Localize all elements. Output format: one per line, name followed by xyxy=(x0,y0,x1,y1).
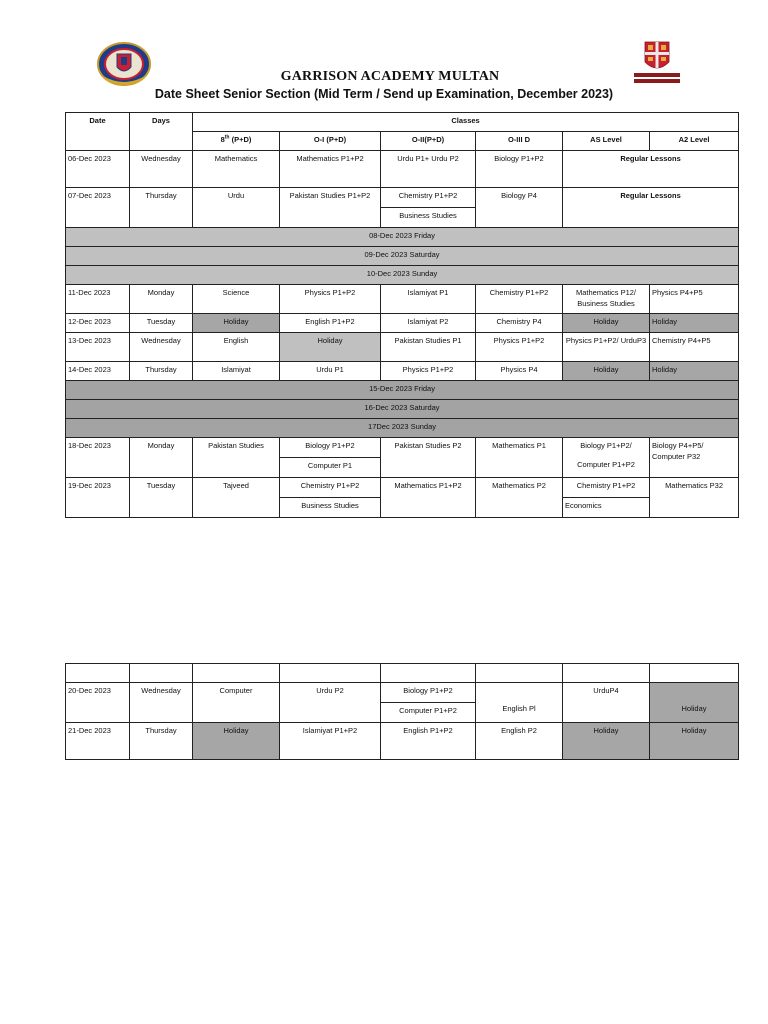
weekend-bar: 10-Dec 2023 Sunday xyxy=(66,266,739,285)
day-cell: Monday xyxy=(130,438,193,478)
date-cell: 21-Dec 2023 xyxy=(66,723,130,760)
class-8-cell: Mathematics xyxy=(193,151,280,188)
day-cell: Thursday xyxy=(130,723,193,760)
o2-cell: Pakistan Studies P2 xyxy=(381,438,476,478)
o2-split-cell xyxy=(381,188,476,228)
weekend-bar: 17Dec 2023 Sunday xyxy=(66,419,739,438)
o1-subject: Chemistry P1+P2 xyxy=(300,481,360,490)
o2-cell: Physics P1+P2 xyxy=(381,362,476,381)
header-o1: O-I (P+D) xyxy=(280,132,381,151)
date-cell: 18-Dec 2023 xyxy=(66,438,130,478)
a2-cell: Holiday xyxy=(650,723,739,760)
as-cell: UrduP4 xyxy=(563,683,650,723)
o1-cell: Urdu P2 xyxy=(280,683,381,723)
header-o2: O-II(P+D) xyxy=(381,132,476,151)
class-8-cell: Islamiyat xyxy=(193,362,280,381)
header-as-level: AS Level xyxy=(563,132,650,151)
o2-cell: Islamiyat P2 xyxy=(381,314,476,333)
a2-cell: Mathematics P32 xyxy=(650,478,739,518)
table-row xyxy=(66,723,739,760)
o2-cell: English P1+P2 xyxy=(381,723,476,760)
weekend-bar: 09-Dec 2023 Saturday xyxy=(66,247,739,266)
o1-split-cell xyxy=(280,478,381,518)
table-row xyxy=(66,438,739,478)
as-subject: Chemistry P1+P2 xyxy=(576,481,636,490)
o3-cell: Chemistry P4 xyxy=(476,314,563,333)
a2-cell: Holiday xyxy=(650,314,739,333)
a2-cell: Biology P4+P5/ Computer P32 xyxy=(650,438,739,478)
date-cell: 19-Dec 2023 xyxy=(66,478,130,518)
table-row xyxy=(66,478,739,518)
as-cell: Holiday xyxy=(563,362,650,381)
o3-cell: Physics P4 xyxy=(476,362,563,381)
o1-subject: Business Studies xyxy=(280,497,380,517)
o1-cell: Urdu P1 xyxy=(280,362,381,381)
a2-cell: Holiday xyxy=(650,362,739,381)
table-row xyxy=(66,188,739,228)
o1-cell: English P1+P2 xyxy=(280,314,381,333)
o3-cell: Physics P1+P2 xyxy=(476,333,563,362)
o3-cell: English P2 xyxy=(476,723,563,760)
as-cell: Holiday xyxy=(563,314,650,333)
header-date: Date xyxy=(66,113,130,151)
class-8-cell: English xyxy=(193,333,280,362)
day-cell: Tuesday xyxy=(130,478,193,518)
a2-cell: Physics P4+P5 xyxy=(650,285,739,314)
header-classes: Classes xyxy=(193,113,739,132)
class-8-cell: Tajveed xyxy=(193,478,280,518)
a2-cell: Holiday xyxy=(650,683,739,723)
o3-cell: Biology P4 xyxy=(476,188,563,228)
class-8-cell: Pakistan Studies xyxy=(193,438,280,478)
day-cell: Wednesday xyxy=(130,151,193,188)
o2-cell: Mathematics P1+P2 xyxy=(381,478,476,518)
date-sheet-table xyxy=(65,112,739,518)
header-days: Days xyxy=(130,113,193,151)
class-8-cell: Holiday xyxy=(193,723,280,760)
table-row xyxy=(66,333,739,362)
o2-subject: Chemistry P1+P2 xyxy=(398,191,458,200)
class-8-cell: Urdu xyxy=(193,188,280,228)
o1-subject: Biology P1+P2 xyxy=(305,441,355,450)
o3-cell: Mathematics P1 xyxy=(476,438,563,478)
day-cell: Monday xyxy=(130,285,193,314)
o3-cell: Mathematics P2 xyxy=(476,478,563,518)
as-split-cell xyxy=(563,438,650,478)
o2-cell: Pakistan Studies P1 xyxy=(381,333,476,362)
o1-cell: Holiday xyxy=(280,333,381,362)
as-subject: Computer P1+P2 xyxy=(577,460,635,469)
class-8-cell: Science xyxy=(193,285,280,314)
table-row xyxy=(66,362,739,381)
weekend-bar: 16-Dec 2023 Saturday xyxy=(66,400,739,419)
date-cell: 12-Dec 2023 xyxy=(66,314,130,333)
as-split-cell xyxy=(563,478,650,518)
header-class-8: 8th (P+D) xyxy=(193,132,280,151)
o1-split-cell xyxy=(280,438,381,478)
o2-split-cell xyxy=(381,683,476,723)
date-cell: 13-Dec 2023 xyxy=(66,333,130,362)
o1-cell: Pakistan Studies P1+P2 xyxy=(280,188,381,228)
o2-cell: Urdu P1+ Urdu P2 xyxy=(381,151,476,188)
as-subject: Biology P1+P2/ xyxy=(580,441,632,450)
page-subtitle: Date Sheet Senior Section (Mid Term / Send up Examination, December 2023) xyxy=(154,87,614,101)
date-cell: 07-Dec 2023 xyxy=(66,188,130,228)
date-cell: 11-Dec 2023 xyxy=(66,285,130,314)
a2-cell: Chemistry P4+P5 xyxy=(650,333,739,362)
day-cell: Tuesday xyxy=(130,314,193,333)
table-row xyxy=(66,151,739,188)
weekend-bar: 08-Dec 2023 Friday xyxy=(66,228,739,247)
o2-subject: Business Studies xyxy=(381,207,475,227)
o2-subject: Biology P1+P2 xyxy=(403,686,453,695)
o2-cell: Islamiyat P1 xyxy=(381,285,476,314)
table-row xyxy=(66,683,739,723)
header-a2-level: A2 Level xyxy=(650,132,739,151)
as-a2-cell: Regular Lessons xyxy=(563,151,739,188)
date-cell: 06-Dec 2023 xyxy=(66,151,130,188)
o3-cell: English Pl xyxy=(476,683,563,723)
as-cell: Holiday xyxy=(563,723,650,760)
date-cell: 14-Dec 2023 xyxy=(66,362,130,381)
as-subject: Economics xyxy=(563,497,649,517)
o3-cell: Biology P1+P2 xyxy=(476,151,563,188)
as-cell: Physics P1+P2/ UrduP3 xyxy=(563,333,650,362)
table-row xyxy=(66,285,739,314)
header-o3: O-III D xyxy=(476,132,563,151)
o1-subject: Computer P1 xyxy=(280,457,380,477)
o1-cell: Mathematics P1+P2 xyxy=(280,151,381,188)
class-8-cell: Holiday xyxy=(193,314,280,333)
day-cell: Wednesday xyxy=(130,683,193,723)
o1-cell: Islamiyat P1+P2 xyxy=(280,723,381,760)
o3-cell: Chemistry P1+P2 xyxy=(476,285,563,314)
page-title: GARRISON ACADEMY MULTAN xyxy=(280,69,500,84)
as-a2-cell: Regular Lessons xyxy=(563,188,739,228)
o2-subject: Computer P1+P2 xyxy=(381,702,475,722)
day-cell: Thursday xyxy=(130,362,193,381)
date-cell: 20-Dec 2023 xyxy=(66,683,130,723)
table-row xyxy=(66,314,739,333)
day-cell: Thursday xyxy=(130,188,193,228)
as-cell: Mathematics P12/ Business Studies xyxy=(563,285,650,314)
day-cell: Wednesday xyxy=(130,333,193,362)
date-sheet-continuation-table xyxy=(65,663,739,760)
empty-header-row xyxy=(66,664,739,683)
o1-cell: Physics P1+P2 xyxy=(280,285,381,314)
weekend-bar: 15-Dec 2023 Friday xyxy=(66,381,739,400)
class-8-cell: Computer xyxy=(193,683,280,723)
